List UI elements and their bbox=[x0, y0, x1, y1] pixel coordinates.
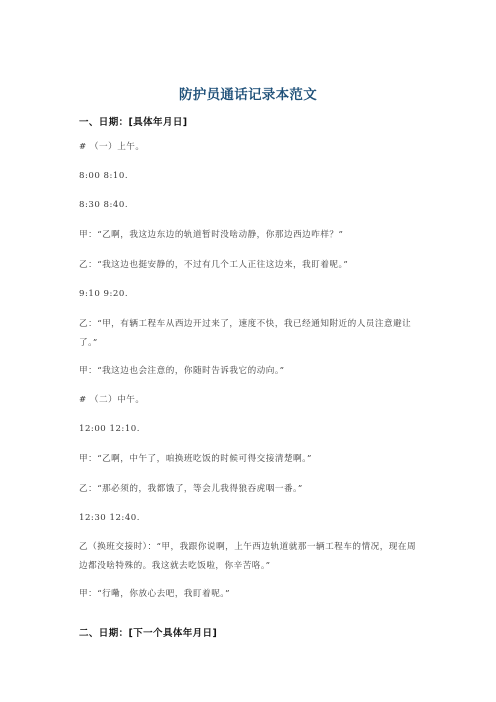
time-entry: 12:00 12:10. bbox=[79, 424, 140, 434]
section-heading-date-1: 一、日期：[具体年月日] bbox=[79, 117, 188, 128]
time-entry: 8:30 8:40. bbox=[79, 200, 129, 210]
time-entry: 9:10 9:20. bbox=[79, 289, 129, 299]
document-title: 防护员通话记录本范文 bbox=[179, 87, 317, 103]
subsection-noon: # （二）中午。 bbox=[79, 395, 145, 405]
section-heading-date-2: 二、日期：[下一个具体年月日] bbox=[79, 628, 218, 639]
time-entry: 8:00 8:10. bbox=[79, 171, 129, 181]
dialogue-paragraph: 乙（换班交接时）：“甲，我跟你说啊，上午西边轨道就那一辆工程车的情况，现在周边都没啥特殊的。我这就去吃饭啦，你辛苦咯。” bbox=[79, 542, 417, 571]
dialogue-line: 乙：“我这边也挺安静的，不过有几个工人正往这边来，我盯着呢。” bbox=[79, 260, 349, 270]
time-entry: 12:30 12:40. bbox=[79, 513, 140, 523]
dialogue-line: 乙：“那必须的，我都饿了，等会儿我得狼吞虎咽一番。” bbox=[79, 484, 303, 494]
dialogue-line: 甲：“我这边也会注意的，你随时告诉我它的动向。” bbox=[79, 366, 285, 376]
dialogue-line: 甲：“乙啊，我这边东边的轨道暂时没啥动静，你那边西边咋样？” bbox=[79, 230, 344, 240]
subsection-morning: # （一）上午。 bbox=[79, 142, 145, 152]
dialogue-paragraph: 乙：“甲，有辆工程车从西边开过来了，速度不快，我已经通知附近的人员注意避让了。” bbox=[79, 319, 412, 348]
dialogue-line: 甲：“行嘞，你放心去吧，我盯着呢。” bbox=[79, 589, 230, 599]
dialogue-line: 甲：“乙啊，中午了，咱换班吃饭的时候可得交接清楚啊。” bbox=[79, 454, 312, 464]
